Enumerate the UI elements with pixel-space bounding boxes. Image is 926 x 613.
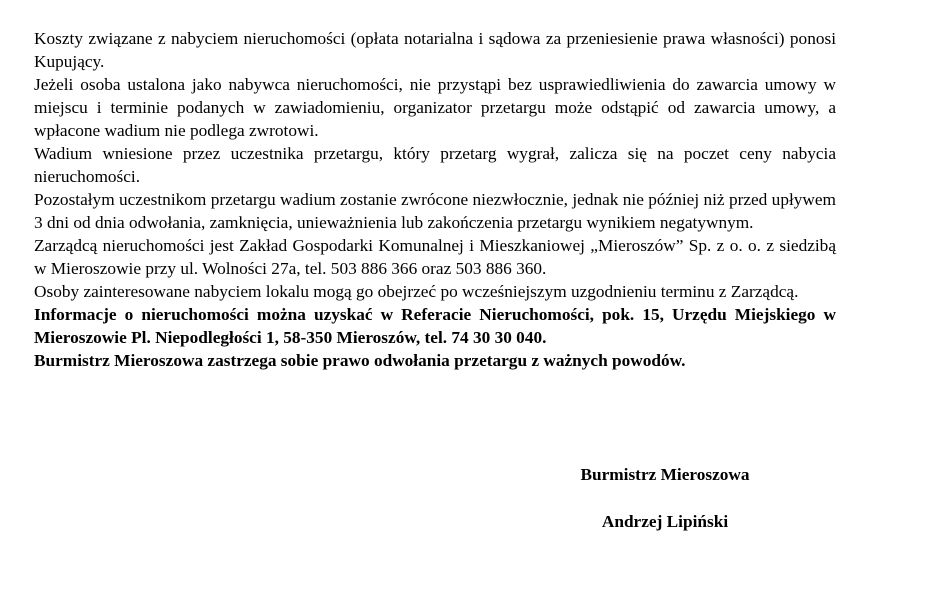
signature-name: Andrzej Lipiński xyxy=(601,512,729,531)
paragraph-contract-refusal: Jeżeli osoba ustalona jako nabywca nieruchomości, nie przystąpi bez usprawiedliwienia do zawarcia umowy w miejscu i terminie podanych w zawiadomieniu, organizator przetargu może odstąpić od zawarcia umowy, a wpłacone wadium nie podlega zwrotowi. xyxy=(34,75,836,140)
document-body xyxy=(34,27,836,372)
paragraph-purchase-costs: Koszty związane z nabyciem nieruchomości (opłata notarialna i sądowa za przeniesienie prawa własności) ponosi Kupujący. xyxy=(34,29,836,71)
paragraph-viewing: Osoby zainteresowane nabyciem lokalu mogą go obejrzeć po wcześniejszym uzgodnieniu terminu z Zarządcą. xyxy=(34,282,799,301)
paragraph-information-contact: Informacje o nieruchomości można uzyskać w Referacie Nieruchomości, pok. 15, Urzędu Miejskiego w Mieroszowie Pl. Niepodległości 1, 58-350 Mieroszów, tel. 74 30 30 040. xyxy=(34,305,836,347)
signature-title: Burmistrz Mieroszowa xyxy=(580,465,750,484)
paragraph-right-to-cancel: Burmistrz Mieroszowa zastrzega sobie prawo odwołania przetargu z ważnych powodów. xyxy=(34,351,686,370)
paragraph-deposit-winner: Wadium wniesione przez uczestnika przetargu, który przetarg wygrał, zalicza się na poczet ceny nabycia nieruchomości. xyxy=(34,144,836,186)
paragraph-deposit-refund: Pozostałym uczestnikom przetargu wadium zostanie zwrócone niezwłocznie, jednak nie później niż przed upływem 3 dni od dnia odwołania, zamknięcia, unieważnienia lub zakończenia przetargu wynikiem negatywnym. xyxy=(34,190,836,232)
paragraph-property-manager: Zarządcą nieruchomości jest Zakład Gospodarki Komunalnej i Mieszkaniowej „Mieroszów” Sp. z o. o. z siedzibą w Mieroszowie przy ul. Wolności 27a, tel. 503 886 366 oraz 503 886 360. xyxy=(34,236,836,278)
